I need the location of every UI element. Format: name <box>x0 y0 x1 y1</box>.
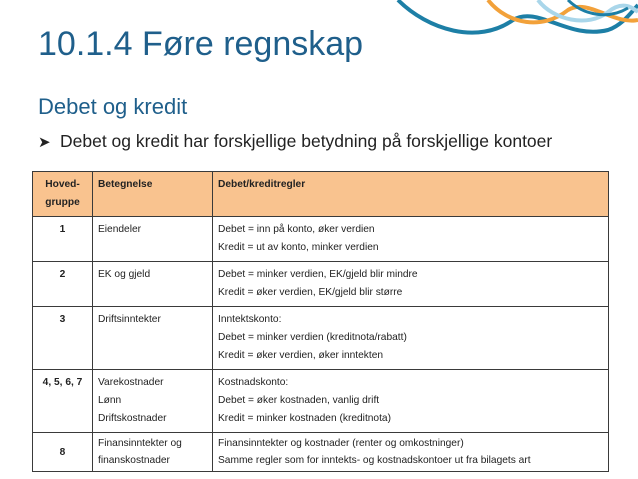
accounts-table <box>32 171 609 472</box>
header-betegnelse: Betegnelse <box>93 172 213 217</box>
desc-cell <box>93 433 213 472</box>
decorative-curves <box>338 0 638 60</box>
rules-cell <box>213 217 609 262</box>
bullet-text: Debet og kredit har forskjellige betydning på forskjellige kontoer <box>60 131 553 151</box>
group-cell: 4, 5, 6, 7 <box>33 370 93 433</box>
desc-line: Driftskostnader <box>98 413 167 424</box>
rule-line: Debet = minker verdien, EK/gjeld blir mindre <box>218 269 418 280</box>
rules-cell <box>213 307 609 370</box>
group-cell: 8 <box>33 433 93 472</box>
rules-cell <box>213 433 609 472</box>
rule-line: Kredit = ut av konto, minker verdien <box>218 242 379 253</box>
rule-line: Inntektskonto: <box>218 314 282 325</box>
desc-cell <box>93 307 213 370</box>
desc-line: Eiendeler <box>98 224 142 235</box>
rule-line: Kostnadskonto: <box>218 377 289 388</box>
header-hovedgruppe-line1: Hoved- <box>45 179 80 190</box>
slide-subtitle: Debet og kredit <box>38 94 188 119</box>
group-cell: 3 <box>33 307 93 370</box>
slide-title: 10.1.4 Føre regnskap <box>38 25 364 63</box>
desc-line: Driftsinntekter <box>98 314 161 325</box>
desc-line: Lønn <box>98 395 122 406</box>
table-row <box>33 217 609 262</box>
desc-cell <box>93 370 213 433</box>
table-row <box>33 370 609 433</box>
rule-line: Finansinntekter og kostnader (renter og omkostninger) <box>218 438 464 449</box>
rules-cell <box>213 262 609 307</box>
header-hovedgruppe-line2: gruppe <box>45 197 80 208</box>
table-header-row <box>33 172 609 217</box>
bullet-item <box>38 131 638 152</box>
rule-line: Samme regler som for inntekts- og kostnadskontoer ut fra bilagets art <box>218 455 531 466</box>
rule-line: Kredit = minker kostnaden (kreditnota) <box>218 413 391 424</box>
desc-cell <box>93 262 213 307</box>
rules-cell <box>213 370 609 433</box>
table-row <box>33 433 609 472</box>
rule-line: Debet = øker kostnaden, vanlig drift <box>218 395 380 406</box>
rule-line: Debet = inn på konto, øker verdien <box>218 224 375 235</box>
header-hovedgruppe <box>33 172 93 217</box>
rule-line: Kredit = øker verdien, øker inntekten <box>218 350 384 361</box>
desc-cell <box>93 217 213 262</box>
table-row <box>33 307 609 370</box>
arrow-bullet-icon: ➤ <box>38 134 51 151</box>
rule-line: Kredit = øker verdien, EK/gjeld blir større <box>218 287 403 298</box>
table-row <box>33 262 609 307</box>
group-cell: 2 <box>33 262 93 307</box>
desc-line: finanskostnader <box>98 455 170 466</box>
desc-line: EK og gjeld <box>98 269 151 280</box>
desc-line: Varekostnader <box>98 377 164 388</box>
desc-line: Finansinntekter og <box>98 438 182 449</box>
rule-line: Debet = minker verdien (kreditnota/rabatt) <box>218 332 407 343</box>
group-cell: 1 <box>33 217 93 262</box>
header-regler: Debet/kreditregler <box>213 172 609 217</box>
